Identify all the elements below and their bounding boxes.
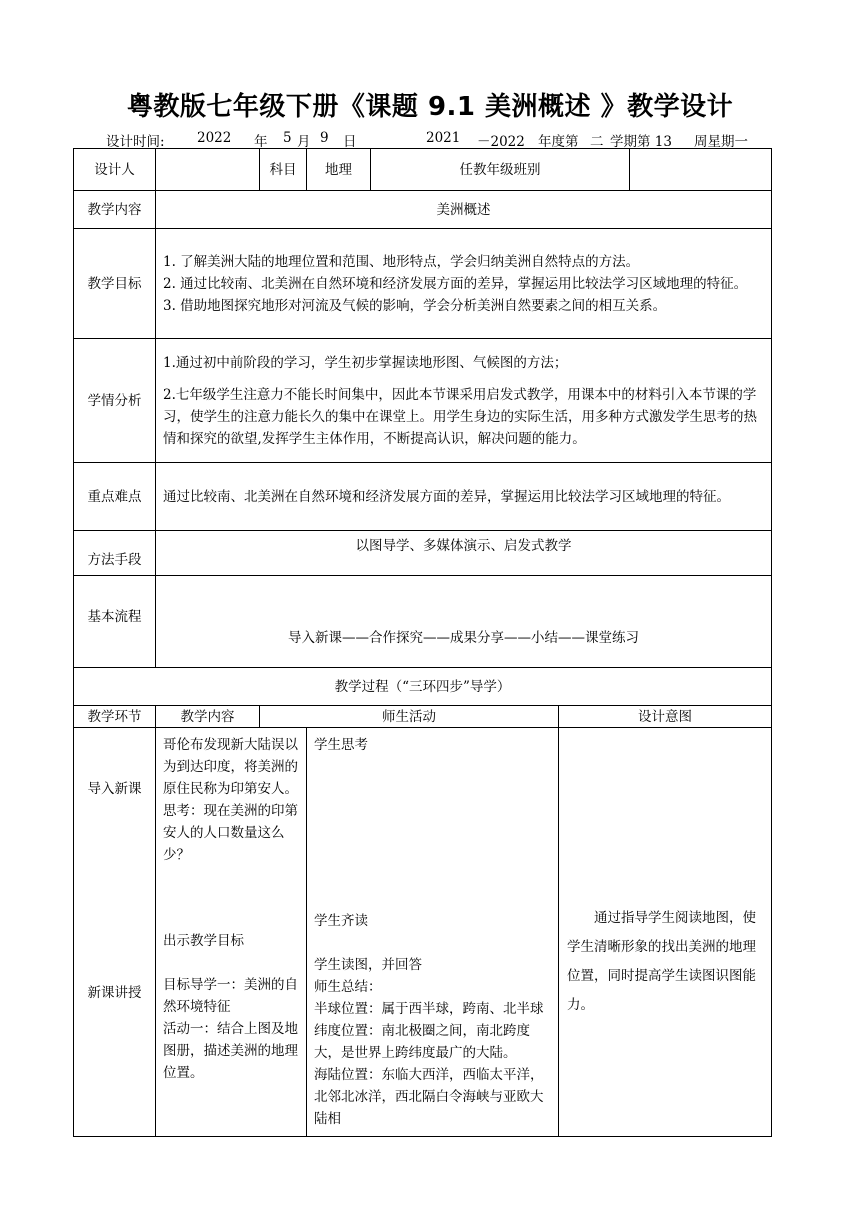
school-year-end: －2022 [477,134,525,150]
goal-item: 1. 了解美洲大陆的地理位置和范围、地形特点，学会归纳美洲自然特点的方法。 [163,253,640,270]
column-header-activity: 师生活动 [260,706,559,728]
goal-item: 3. 借助地图探究地形对河流及气候的影响，学会分析美洲自然要素之间的相互关系。 [163,297,667,314]
column-header-content: 教学内容 [156,706,260,728]
design-month-unit: 月 [297,134,311,150]
lesson-plan-table [73,148,772,1137]
process-header: 教学过程（“三环四步”导学） [74,668,772,706]
lesson-activity-latitude: 纬度位置：南北极圈之间，南北跨度大，是世界上跨纬度最广的大陆。 [314,1023,530,1061]
flow-label: 基本流程 [74,576,156,668]
week-label: 周星期一 [694,134,748,150]
flow-value: 导入新课——合作探究——成果分享——小结——课堂练习 [156,576,772,668]
lesson-content-objectives: 出示教学目标 [163,933,244,949]
column-header-stage: 教学环节 [74,706,156,728]
class-label: 任教年级班别 [371,149,630,191]
goals-list [156,229,772,339]
subject-value: 地理 [307,149,371,191]
lesson-activity-hemisphere: 半球位置：属于西半球，跨南、北半球 [314,1001,544,1017]
analysis-item: 2.七年级学生注意力不能长时间集中，因此本节课采用启发式教学，用课本中的材料引入本节课的学习，使学生的注意力能长久的集中在课堂上。用学生身边的实际生活，用多种方式激发学生思考的热情和探究的欲望,发挥学生主体作用，不断提高认识，解决问题的能力。 [163,386,757,447]
lesson-activity-sea-land: 海陆位置：东临大西洋，西临太平洋，北邻北冰洋，西北隔白令海峡与亚欧大陆相 [314,1067,544,1127]
analysis-list [156,339,772,463]
methods-value: 以图导学、多媒体演示、启发式教学 [156,531,772,576]
activity-cell [307,728,559,1137]
year-label: 年度第 [538,134,579,150]
stage-intro: 导入新课 [87,781,142,797]
lesson-activity-answer: 学生读图，并回答 [314,957,422,973]
lesson-intent: 通过指导学生阅读地图，使学生清晰形象的找出美洲的地理位置，同时提高学生读图识图能力。 [567,910,756,1013]
methods-label: 方法手段 [74,531,156,576]
key-points-value: 通过比较南、北美洲在自然环境和经济发展方面的差异，掌握运用比较法学习区域地理的特征。 [156,463,772,531]
school-year-start: 2021 [426,130,461,146]
subject-label: 科目 [260,149,307,191]
design-year-unit: 年 [254,134,268,150]
lesson-activity-read: 学生齐读 [314,913,368,929]
designer-label: 设计人 [74,149,156,191]
intent-cell [559,728,772,1137]
design-time-label: 设计时间: [106,134,165,150]
class-value [630,149,772,191]
lesson-activity-summary: 师生总结： [314,979,382,995]
lesson-content-guide: 目标导学一：美洲的自然环境特征 [163,977,298,1015]
stage-cell [74,728,156,1137]
column-header-intent: 设计意图 [559,706,772,728]
designer-value [156,149,260,191]
term-label: 学期第 13 [610,134,672,150]
analysis-label: 学情分析 [74,339,156,463]
key-points-label: 重点难点 [74,463,156,531]
design-year: 2022 [197,130,232,146]
term-number: 二 [590,134,604,150]
design-day: 9 [320,130,329,146]
lesson-content-activity: 活动一：结合上图及地图册，描述美洲的地理位置。 [163,1021,298,1081]
content-cell [156,728,307,1137]
intro-activity: 学生思考 [314,737,368,753]
design-day-unit: 日 [343,134,357,150]
intro-content: 哥伦布发现新大陆误以为到达印度，将美洲的原住民称为印第安人。思考：现在美洲的印第安人的人口数量这么少？ [163,737,298,863]
goal-item: 2. 通过比较南、北美洲在自然环境和经济发展方面的差异，掌握运用比较法学习区域地理的特征。 [163,275,748,292]
stage-lesson: 新课讲授 [87,985,142,1001]
goals-label: 教学目标 [74,229,156,339]
page-title: 粤教版七年级下册《课题 9.1 美洲概述 》教学设计 [126,92,734,122]
analysis-item: 1.通过初中前阶段的学习，学生初步掌握读地形图、气候图的方法； [163,354,568,371]
content-value: 美洲概述 [156,191,772,229]
content-label: 教学内容 [74,191,156,229]
design-month: 5 [283,130,292,146]
